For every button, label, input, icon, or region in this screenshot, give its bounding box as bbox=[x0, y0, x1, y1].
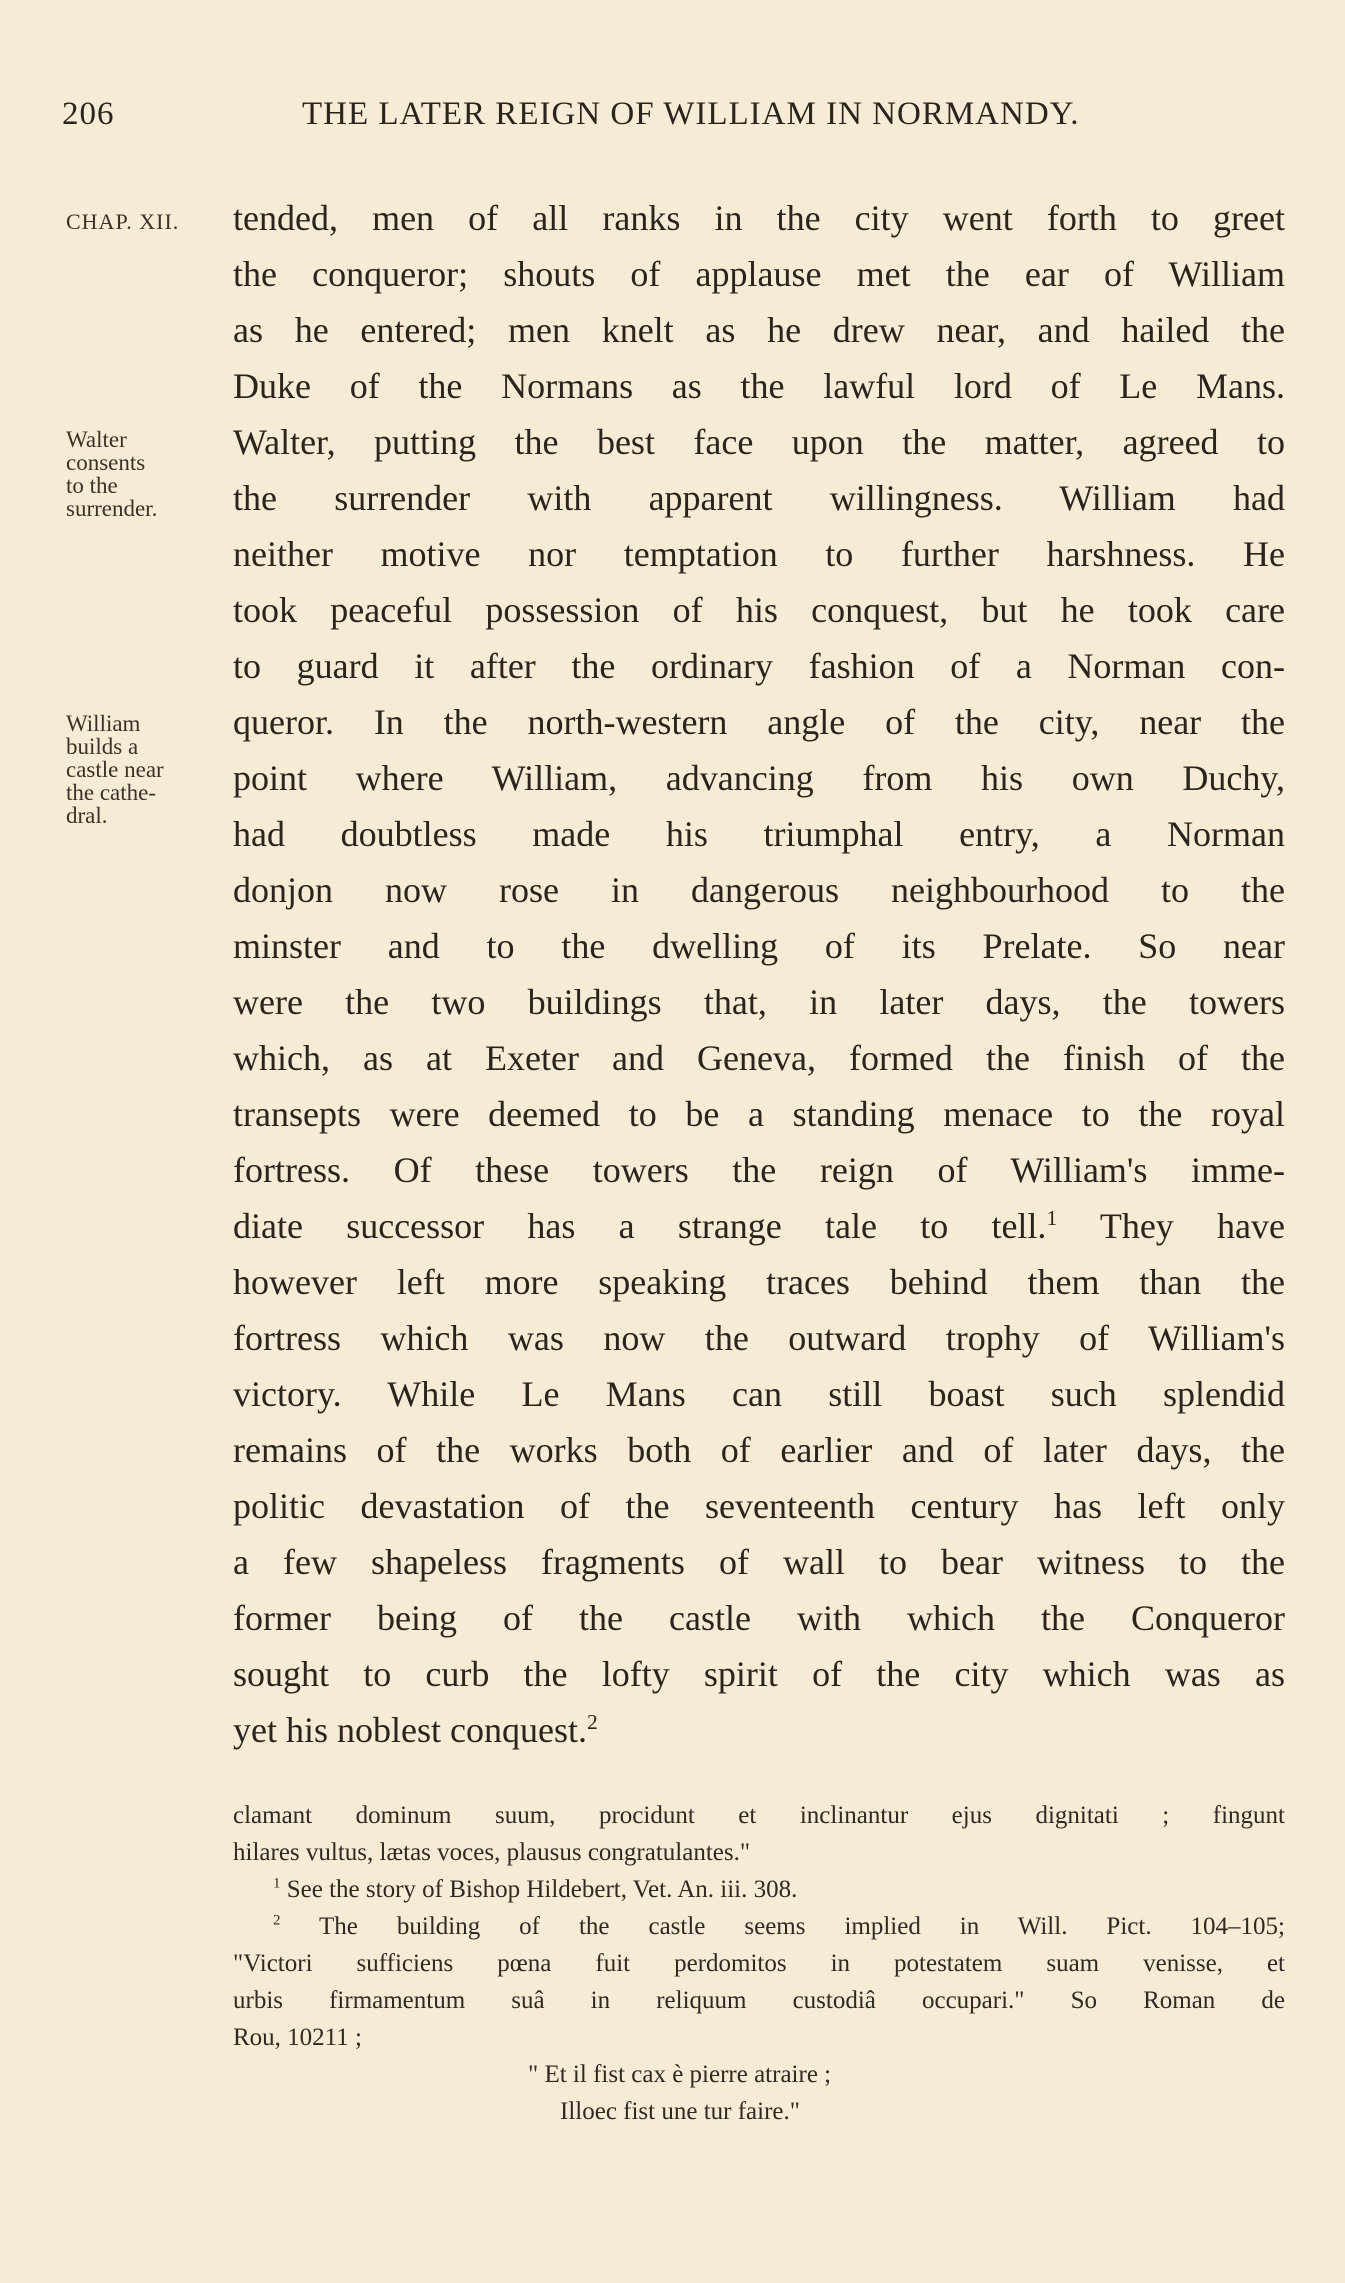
footnote-ref-2: 2 bbox=[586, 1710, 598, 1734]
footnote-continued-line: hilares vultus, lætas voces, plausus congratulantes." bbox=[233, 1839, 751, 1866]
marginal-note-line: surrender. bbox=[66, 496, 158, 521]
body-line: politic devastation of the seventeenth century has left only bbox=[233, 1486, 1285, 1526]
verse-line: " Et il fist cax è pierre atraire ; bbox=[528, 2061, 832, 2088]
marginal-note-line: castle near bbox=[66, 757, 164, 782]
body-line: the surrender with apparent willingness. William had bbox=[233, 478, 1285, 518]
page-header bbox=[62, 96, 1222, 146]
body-line: the conqueror; shouts of applause met the ear of William bbox=[233, 254, 1285, 294]
body-line: former being of the castle with which the Conqueror bbox=[233, 1598, 1285, 1638]
body-line: donjon now rose in dangerous neighbourhood to the bbox=[233, 870, 1285, 910]
marginal-note-line: the cathe- bbox=[66, 780, 157, 805]
body-line: as he entered; men knelt as he drew near, and hailed the bbox=[233, 310, 1285, 350]
footnote-1-mark: 1 bbox=[273, 1875, 281, 1892]
footnotes bbox=[233, 1797, 1285, 2130]
body-line: minster and to the dwelling of its Prelate. So near bbox=[233, 926, 1285, 966]
footnote-2-mark: 2 bbox=[273, 1912, 281, 1929]
marginal-note-walter bbox=[66, 428, 226, 520]
marginal-note-william bbox=[66, 712, 226, 827]
body-line-text: yet his noblest conquest. bbox=[233, 1710, 587, 1750]
footnote-2-text: The building of the castle seems implied in Will. Pict. 104–105; bbox=[319, 1913, 1285, 1940]
body-line: a few shapeless fragments of wall to bear witness to the bbox=[233, 1542, 1285, 1582]
body-line: sought to curb the lofty spirit of the city which was as bbox=[233, 1654, 1285, 1694]
marginal-note-line: Walter bbox=[66, 427, 127, 452]
marginal-note-line: William bbox=[66, 711, 141, 736]
body-line: transepts were deemed to be a standing menace to the royal bbox=[233, 1094, 1285, 1134]
marginal-note-line: builds a bbox=[66, 734, 139, 759]
marginal-note-line: to the bbox=[66, 473, 118, 498]
body-line: to guard it after the ordinary fashion of a Norman con- bbox=[233, 646, 1285, 686]
page-number: 206 bbox=[62, 96, 115, 132]
body-line: Duke of the Normans as the lawful lord of Le Mans. bbox=[233, 366, 1285, 406]
body-line: took peaceful possession of his conquest, but he took care bbox=[233, 590, 1285, 630]
footnote-1-text: See the story of Bishop Hildebert, Vet. An. iii. 308. bbox=[286, 1876, 798, 1903]
footnote-2 bbox=[233, 1908, 1285, 1945]
body-line-tail: They have bbox=[1099, 1206, 1285, 1246]
body-line: had doubtless made his triumphal entry, a Norman bbox=[233, 814, 1285, 854]
body-line-with-note-ref bbox=[233, 1198, 1285, 1254]
body-line: neither motive nor temptation to further harshness. He bbox=[233, 534, 1285, 574]
running-head: THE LATER REIGN OF WILLIAM IN NORMANDY. bbox=[302, 96, 1080, 132]
body-line: remains of the works both of earlier and of later days, the bbox=[233, 1430, 1285, 1470]
body-line-last bbox=[233, 1702, 1285, 1758]
footnote-ref-1: 1 bbox=[1046, 1206, 1058, 1230]
verse-line: Illoec fist une tur faire." bbox=[560, 2098, 800, 2125]
body-line: fortress. Of these towers the reign of William's imme- bbox=[233, 1150, 1285, 1190]
body-line: fortress which was now the outward trophy of William's bbox=[233, 1318, 1285, 1358]
marginal-note-line: dral. bbox=[66, 803, 108, 828]
body-line-text: diate successor has a strange tale to tell. bbox=[233, 1206, 1047, 1246]
footnote-2-line: Rou, 10211 ; bbox=[233, 2024, 362, 2051]
chapter-label: CHAP. XII. bbox=[66, 209, 180, 234]
body-line: queror. In the north-western angle of the city, near the bbox=[233, 702, 1285, 742]
footnote-2-line: urbis firmamentum suâ in reliquum custodiâ occupari." So Roman de bbox=[233, 1987, 1285, 2014]
body-line: point where William, advancing from his own Duchy, bbox=[233, 758, 1285, 798]
marginal-note-line: consents bbox=[66, 450, 146, 475]
footnote-1 bbox=[233, 1871, 1285, 1908]
footnote-2-line: "Victori sufficiens pœna fuit perdomitos in potestatem suam venisse, et bbox=[233, 1950, 1285, 1977]
body-line: which, as at Exeter and Geneva, formed the finish of the bbox=[233, 1038, 1285, 1078]
body-line: however left more speaking traces behind them than the bbox=[233, 1262, 1285, 1302]
body-line: victory. While Le Mans can still boast such splendid bbox=[233, 1374, 1285, 1414]
body-line: tended, men of all ranks in the city went forth to greet bbox=[233, 198, 1285, 238]
body-line: were the two buildings that, in later days, the towers bbox=[233, 982, 1285, 1022]
body-text bbox=[233, 190, 1285, 1758]
body-line: Walter, putting the best face upon the matter, agreed to bbox=[233, 422, 1285, 462]
footnote-continued-line: clamant dominum suum, procidunt et inclinantur ejus dignitati ; fingunt bbox=[233, 1802, 1285, 1829]
